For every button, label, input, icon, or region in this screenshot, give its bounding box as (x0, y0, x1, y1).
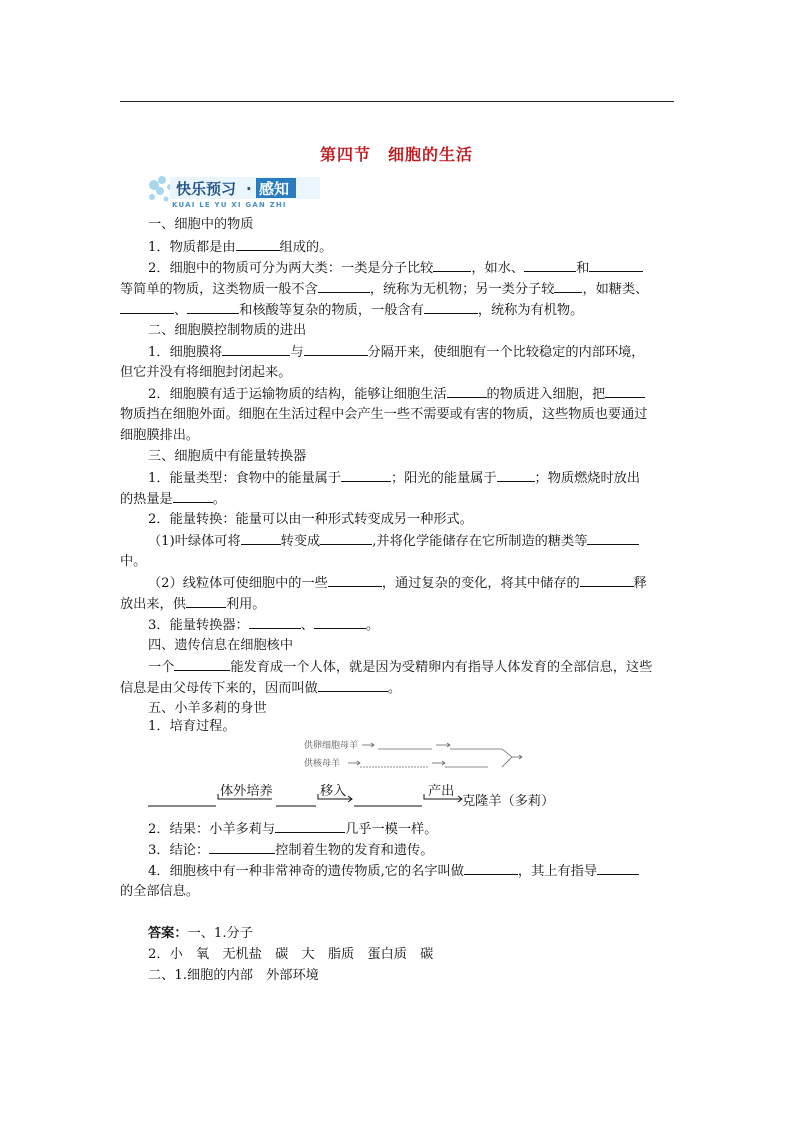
s3-line7: 放出来，供 利用。 (120, 597, 266, 612)
s5-line1: 1．培育过程。 (148, 719, 236, 734)
s4-line2: 信息是由父母传下来的，因而叫做 。 (120, 681, 401, 696)
page-title: 第四节 细胞的生活 (319, 145, 473, 164)
s3-line4: （1)叶绿体可将 转变成 ,并将化学能储存在它所制造的糖类等 (148, 532, 676, 550)
s3-heading: 三、细胞质中有能量转换器 (148, 449, 307, 464)
s1-line4: 、 和核酸等复杂的物质，一般含有 ，统称为有机物。 (120, 301, 676, 319)
s4-line1: 一个 能发育成一个人体，就是因为受精卵内有指导人体发育的全部信息，这些 (148, 660, 653, 675)
banner-tag-text: 感知 (259, 180, 290, 198)
answers-line2: 2．小 氧 无机盐 碳 大 脂质 蛋白质 碳 (148, 947, 434, 962)
s2-line3: 2．细胞膜有适于运输物质的结构，能够让细胞生活 的物质进入细胞，把 (148, 385, 676, 403)
dolly-result-label: 克隆羊（多莉） (462, 794, 555, 809)
header-rule (120, 101, 674, 102)
s5-line4: 4．细胞核中有一种非常神奇的遗传物质,它的名字叫做 ，其上有指导 (148, 862, 676, 880)
banner-dot: · (246, 180, 252, 198)
s5-heading: 五、小羊多莉的身世 (148, 701, 267, 716)
answers-line1: 答案：一、1.分子 (148, 926, 253, 941)
s2-line5: 细胞膜排出。 (120, 428, 200, 443)
step-birth-label: 产出 (428, 784, 455, 799)
s2-line4: 物质挡在细胞外面。细胞在生活过程中会产生一些不需要或有害的物质，这些物质也要通过 (120, 407, 648, 422)
banner-main-text: 快乐预习 (176, 180, 237, 198)
s4-heading: 四、遗传信息在细胞核中 (148, 638, 294, 653)
s1-line3: 等简单的物质，这类物质一般不含 ，统称为无机物；另一类分子较 ，如糖类、 (120, 282, 649, 297)
s2-heading: 二、细胞膜控制物质的进出 (148, 323, 307, 338)
s3-line5: 中。 (120, 554, 147, 569)
step-culture-label: 体外培养 (220, 784, 273, 799)
s2-line2: 但它并没有将细胞封闭起来。 (120, 365, 292, 380)
s3-line6: （2）线粒体可使细胞中的一些 ，通过复杂的变化，将其中储存的 释 (148, 576, 647, 591)
s3-line1: 1．能量类型：食物中的能量属于 ；阳光的能量属于 ；物质燃烧时放出 (148, 471, 641, 486)
s1-line1: 1．物质都是由 组成的。 (148, 240, 333, 255)
s1-heading: 一、细胞中的物质 (148, 217, 254, 232)
s3-line3: 2．能量转换：能量可以由一种形式转变成另一种形式。 (148, 512, 473, 527)
s5-line2: 2．结果：小羊多莉与 几乎一模一样。 (148, 822, 438, 837)
s2-line1: 1．细胞膜将 与 分隔开来，使细胞有一个比较稳定的内部环境， (148, 345, 645, 360)
s5-line3: 3．结论： 控制着生物的发育和遗传。 (148, 843, 434, 858)
banner-pinyin: KUAI LE YU XI GAN ZHI (172, 201, 287, 209)
cloning-diagram (120, 732, 680, 812)
step-transfer-label: 移入 (320, 784, 347, 799)
nucleus-donor-label: 供核母羊 (304, 759, 341, 769)
banner-graphic (146, 173, 346, 209)
s3-line8: 3．能量转换器： 、 。 (148, 618, 380, 633)
s5-line5: 的全部信息。 (120, 884, 200, 899)
answers-label: 答案： (148, 926, 188, 941)
answers-line3: 二、1.细胞的内部 外部环境 (148, 968, 319, 983)
s3-line2: 的热量是 。 (120, 492, 226, 507)
egg-donor-label: 供卵细胞母羊 (304, 741, 359, 751)
cloning-flowchart (120, 732, 680, 812)
section-banner (146, 173, 346, 209)
s1-line2: 2．细胞中的物质可分为两大类：一类是分子比较 ，如水、 和 (148, 259, 676, 277)
